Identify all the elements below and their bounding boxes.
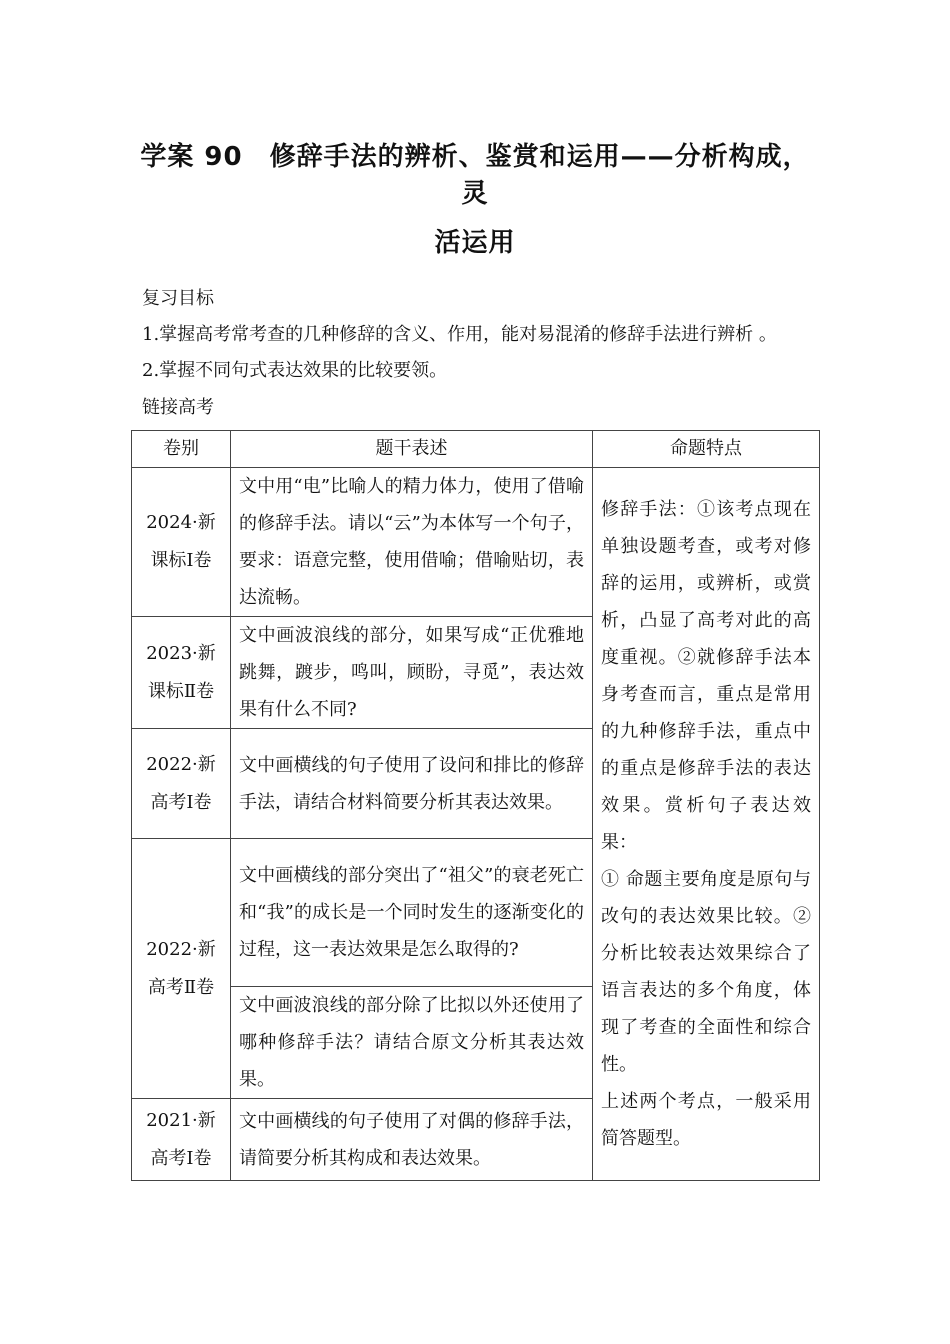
feature-cell: [593, 468, 820, 1181]
goal-item-1: 1.掌握高考常考查的几种修辞的含义、作用，能对易混淆的修辞手法进行辨析 。: [142, 324, 777, 345]
stem-cell: 文中画波浪线的部分除了比拟以外还使用了哪种修辞手法？请结合原文分析其表达效果。: [231, 987, 593, 1099]
goals-heading: 复习目标: [142, 288, 214, 309]
goal-item-2: 2.掌握不同句式表达效果的比较要领。: [142, 360, 448, 381]
juan-cell: 2021·新高考Ⅰ卷: [132, 1099, 231, 1181]
feature-part2: ① 命题主要角度是原句与改句的表达效果比较。②分析比较表达效果综合了语言表达的多个角度，体现了考查的全面性和综合性。: [601, 869, 811, 1075]
page-title-line1: 学案 90 修辞手法的辨析、鉴赏和运用——分析构成，灵: [140, 142, 810, 209]
header-feature: 命题特点: [593, 431, 820, 468]
juan-cell: 2024·新课标Ⅰ卷: [132, 468, 231, 617]
stem-cell: 文中画波浪线的部分，如果写成“正优雅地跳舞，踱步，鸣叫，顾盼，寻觅”，表达效果有什么不同?: [231, 617, 593, 729]
exam-table: [131, 430, 820, 1181]
stem-cell: 文中画横线的部分突出了“祖父”的衰老死亡和“我”的成长是一个同时发生的逐渐变化的过程，这一表达效果是怎么取得的?: [231, 839, 593, 987]
feature-part3: 上述两个考点，一般采用简答题型。: [601, 1091, 811, 1149]
juan-cell: 2022·新高考Ⅰ卷: [132, 729, 231, 839]
stem-cell: 文中画横线的句子使用了对偶的修辞手法，请简要分析其构成和表达效果。: [231, 1099, 593, 1181]
stem-cell: 文中用“电”比喻人的精力体力，使用了借喻的修辞手法。请以“云”为本体写一个句子，要求：语意完整，使用借喻；借喻贴切，表达流畅。: [231, 468, 593, 617]
feature-part1: 修辞手法：①该考点现在单独设题考查，或考对修辞的运用，或辨析，或赏析，凸显了高考对此的高度重视。②就修辞手法本身考查而言，重点是常用的九种修辞手法，重点中的重点是修辞手法的表达效果。赏析句子表达效果：: [601, 499, 811, 853]
juan-cell: 2023·新课标Ⅱ卷: [132, 617, 231, 729]
link-heading: 链接高考: [142, 397, 214, 418]
juan-cell: 2022·新高考Ⅱ卷: [132, 839, 231, 1099]
header-juan: 卷别: [132, 431, 231, 468]
header-stem: 题干表述: [231, 431, 593, 468]
stem-cell: 文中画横线的句子使用了设问和排比的修辞手法，请结合材料简要分析其表达效果。: [231, 729, 593, 839]
page-title-line2: 活运用: [434, 228, 516, 258]
